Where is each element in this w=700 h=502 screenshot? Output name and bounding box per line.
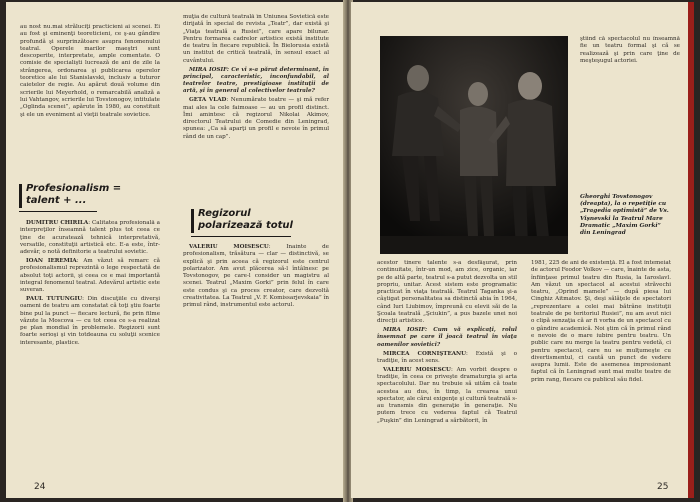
photo-image xyxy=(380,36,568,254)
right-col1-text xyxy=(377,260,517,482)
speaker: VALERIU MOISESCU xyxy=(189,244,269,250)
speech: : Am văzut să remarc că profesionalismul reprezintă o lege respectată de absolut toţi actorii, şi ceea ce e mai importantă integral fenomenul teatral. Adevărul artistic este suveran. xyxy=(20,257,160,294)
left-col1-bottom-text xyxy=(20,220,160,482)
paragraph xyxy=(183,244,329,310)
paragraph xyxy=(20,296,160,347)
paragraph: au nost nu.mai străluciţi practicieni ai scenei. Ei au fost şi eminenţi teoreticieni, ce ş-au gândire profundă şi surprinzătoare asupra fenomenului teatral. Operele marilor maeştri sunt descoperite, interpretate, ample comentate. O comisie de specialişti lucrează de ani de zile la strângerea, ordonarea şi publicarea operelor teoretice ale lui Stanislavski, inclusiv a tuturor caietelor de regie. Au apărut două volume din scrierile lui Meyerhold, o remarcabilă analiză a lui Vahtangov, scrierile lui Tovstonogov, intitulate „Oglinda scenei”, apărute în 1980, au constituit şi ele un eveniment al vieţii teatrale sovietice. xyxy=(20,24,160,118)
paragraph xyxy=(20,220,160,256)
right-col-upper-text xyxy=(580,36,680,186)
paragraph xyxy=(377,260,517,326)
speech: : Înainte de profesionalism, trăsătura — clar — distinctivă, se explică şi prin aceea că regizorul este centrul polarizator. Am avut plăcerea să-l întâlnesc pe Tovstonogov, pe care-l consider un magistru al scenei. Teatrul „Maxim Gorki” prin felul în care este condus şi ca proces creator, care dezvoltă creativitatea. La Teatrul „V. F. Komissarjevskaia” în primul rând, instrumentul este actorul. xyxy=(183,244,329,309)
left-col2-bottom-text xyxy=(183,244,329,480)
speech: : Calitatea profesională a interpreţilor înseamnă talent plus tot ceea ce ţine de acuratează tehnică interpretativă, versatile, constituţii artistică etc. E-a este, într-adevăr, o notă definitorie a teatrului sovietic. xyxy=(20,220,160,256)
heading-bar xyxy=(19,184,22,208)
speaker: IOAN IEREMIA xyxy=(26,257,77,264)
paragraph xyxy=(377,351,517,366)
speaker: GETA VLAD xyxy=(189,97,227,104)
heading-rule xyxy=(191,236,291,237)
right-page xyxy=(351,2,694,498)
heading-text: Regizorul polarizează totul xyxy=(198,208,293,231)
speech: : Cum vă explicaţi, rolul însemnat pe care îl joacă teatrul în viaţa oamenilor sovietici? xyxy=(377,327,517,348)
heading-bar xyxy=(191,209,194,233)
right-col2-text xyxy=(531,260,671,482)
speech: : Există şi o tradiţie, în acest sens. xyxy=(377,350,517,364)
heading-regizorul xyxy=(198,208,318,232)
question: MIRA IOSIF: Ce vi s-a părut determinant, în principal, caracteristic, inconfundabil, al teatrelor teatre, prestigioase instituţii de artă, şi în general al colectivelor teatrale? xyxy=(183,66,329,95)
paragraph xyxy=(20,258,160,294)
speaker: VALERIU MOISESCU xyxy=(383,366,451,373)
paragraph: 1981, 225 de ani de existenţă. El a fost întemeiat de actorul Feodor Volkov — care, înainte de asta, înfiinţase primul teatru din Rusia, la Iaroslavl. Am văzut un spectacol al acestui străvechi teatru, „Oprind mamele” — după piesa lui Cinghiz Aitmatov. Şi, deşi sălăţele de spectatori „reprezentare a celei mai bătrâne instituţii teatrale de pe teritoriul Rusiei”, nu am avut nici o clipă senzaţia că ar fi vorba de un spectacol cu o gândire academică. Noi ştim că în primul rând e nevoie de o mare iubire pentru teatru. Un public care nu merge la teatru pentru vedetă, ci pentru spectacol, care nu se mulţumeşte cu divertismentul, ci caută un punct de vedere asupra lumii. Este de asemenea impresionant faptul că în Leningrad sunt mai multe teatre de prim rang, fiecare cu publicul său fidel. xyxy=(531,260,671,383)
left-page xyxy=(6,2,345,498)
speech: acestor tinere talente s-a desfăşurat, prin continuitate, într-un mod, am zice, organic, iar pe de altă parte, teatrul s-a putut dezvolta un stil propriu, unitar. Acest sistem este programatic practicat în viaţa teatrală. Teatrul Taganka şi-a câştigat personalitatea sa distinctă abia în 1964, când Iuri Liubimov, împreună cu elevii săi de la Şcoala teatrală „Şciukin”, a pus bazele unei noi direcţii artistice. xyxy=(377,260,517,325)
speaker: MIRCEA CORNIŞTEANU xyxy=(383,350,467,357)
heading-text: Profesionalism = talent + ... xyxy=(26,183,122,206)
page-edge-red xyxy=(688,2,694,498)
heading-profesionalism xyxy=(26,183,136,207)
question xyxy=(377,327,517,349)
photo-caption: Gheorghi Tovstonogov (dreapta), la o repetiţie cu „Tragedia optimistă” de Vs. Vişnevski la Teatrul Mare Dramatic „Maxim Gorki” din Leningrad xyxy=(580,194,669,237)
heading-rule xyxy=(19,211,97,212)
paragraph xyxy=(183,97,329,141)
speech: : Nenumărate teatre — şi mă refer mai ales la cele faimoase — au un profil distinct. Îmi amintesc că regizorul Nikolai Akimov, directorul Teatrului de Comedie din Leningrad, spunea: „Ca să aparţi un profil e nevoie în primul rând de un cap”. xyxy=(183,97,329,140)
paragraph: muţia de cultură teatrală în Uniunea Sovietică este dirijată în special de revista „Teatr”, dar există şi „Viaţa teatrală a Rusiei”, care apare bilunar. Pentru formarea cadrelor artistice există institute de teatru în fiecare republică. În Bielorusia există un institut de critică teatrală, în sensul exact al cuvântului. xyxy=(183,14,329,64)
rehearsal-photo xyxy=(380,36,568,254)
speech: : Din discuţiile cu diverşi oameni de teatru am constatat că toţi ştiu foarte bine pul la punct — fiecare lectură, fie prin filme văzute la Moscova — cu tot ceea ce s-a realizat pe plan mondial în problemele. Regizorii sunt foarte serioşi şi vin totdeauna cu soluţii scenice interesante, plastice. xyxy=(20,295,160,346)
paragraph xyxy=(377,367,517,425)
page-number: 24 xyxy=(34,482,46,492)
speech: : Am vorbit despre o tradiţie, în ceea ce priveşte dramaturgia şi arta spectacolului. Dar nu trebuie să uităm că toate acestea au dus, în timp, la crearea unui spectator, ale cărui exigenţe şi cultură teatrală s-au transmis din generaţie în generaţie. Nu putem trece cu vederea faptul că Teatrul „Puşkin” din Leningrad a sărbătorit, în xyxy=(377,366,517,424)
left-col2-top-text xyxy=(183,14,329,204)
speaker: PAUL TUTUNGIU xyxy=(26,295,83,302)
paragraph: ştiind că spectacolul nu înseamnă fie un teatru formal şi că se realizează şi prin care ţine de meşteşugul actoriei. xyxy=(580,36,680,64)
left-col1-top-text xyxy=(20,24,160,120)
speaker: MIRA IOSIF xyxy=(383,327,425,334)
speaker: DUMITRU CHIRILĂ xyxy=(26,220,89,226)
page-number: 25 xyxy=(657,482,669,492)
